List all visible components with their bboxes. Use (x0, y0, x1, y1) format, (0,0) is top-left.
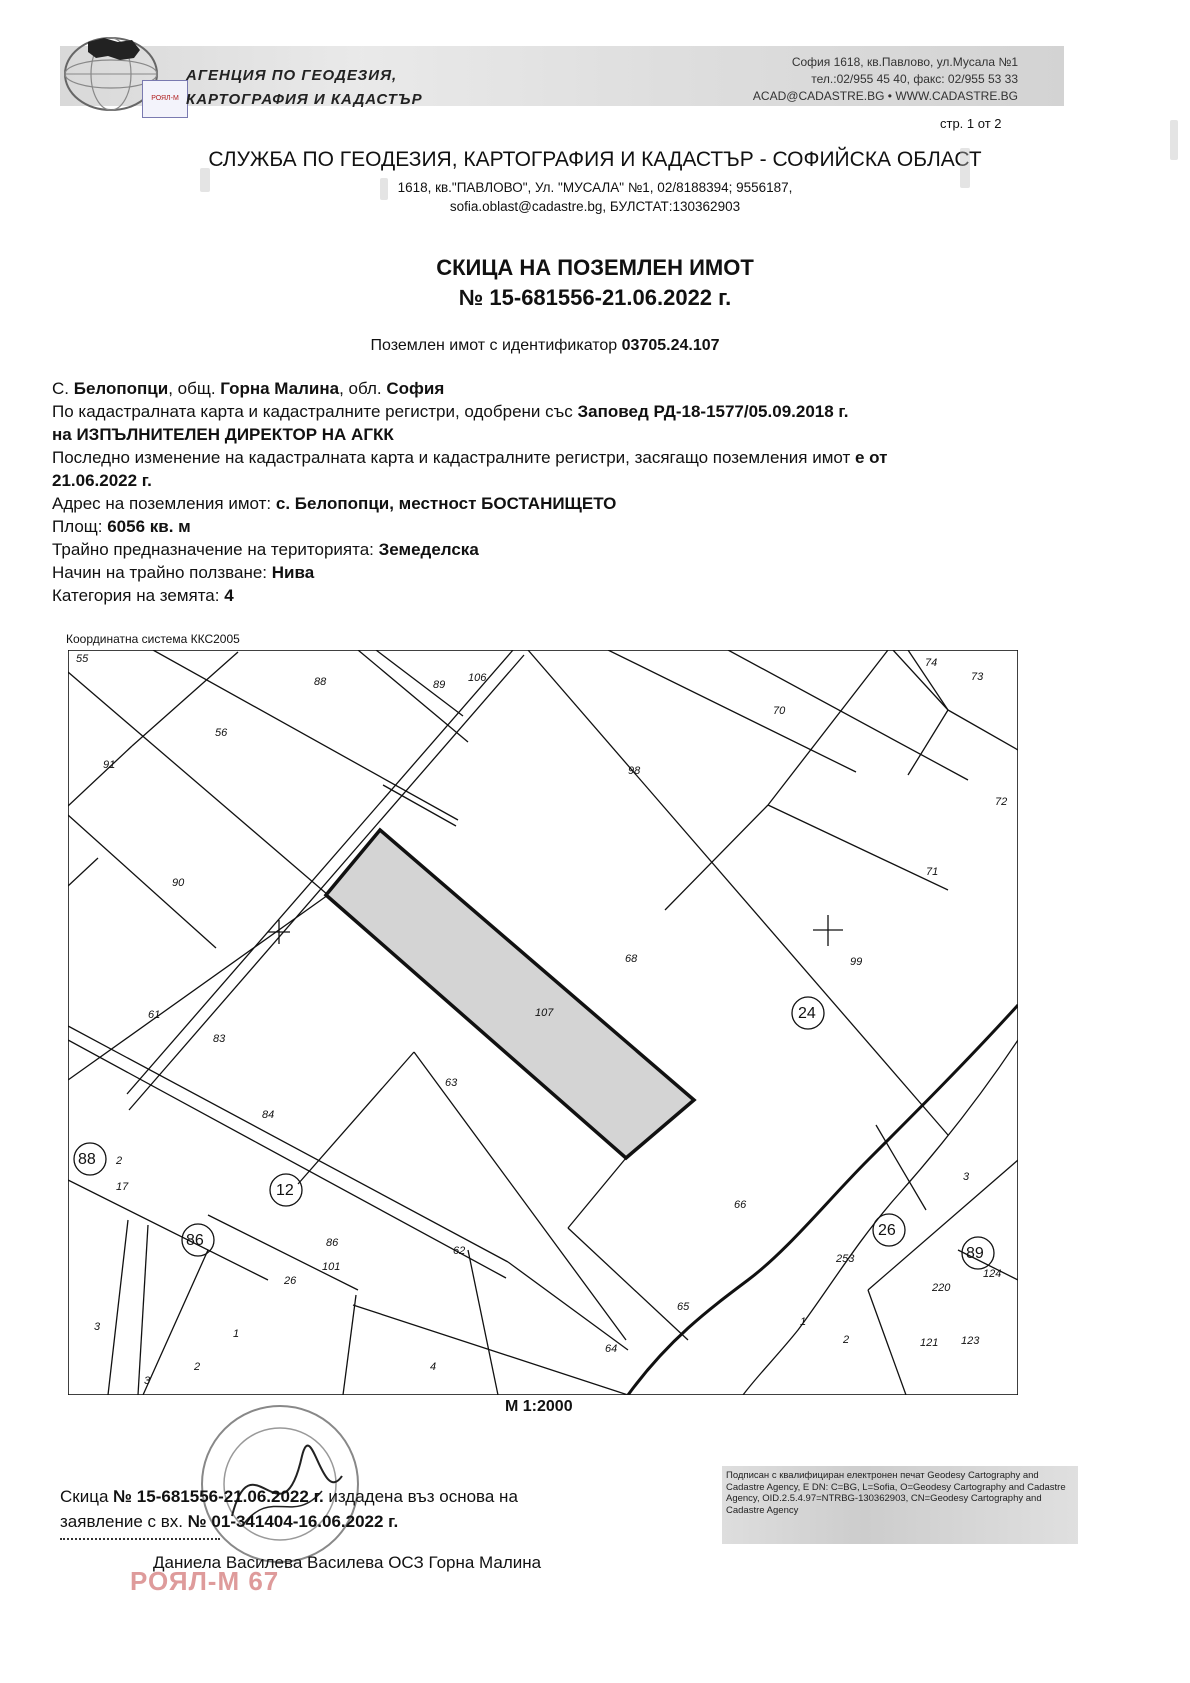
approval-order: Заповед РД-18-1577/05.09.2018 г. (577, 402, 849, 421)
scan-mark (960, 148, 970, 188)
contact-address: София 1618, кв.Павлово, ул.Мусала №1 (791, 55, 1018, 69)
application-number: № 01-341404-16.06.2022 г. (187, 1512, 399, 1531)
agency-contact (748, 54, 1018, 105)
parcel-label: 84 (262, 1109, 275, 1121)
parcel-label: 17 (116, 1181, 129, 1193)
last-change-date: 21.06.2022 г. (52, 471, 152, 490)
parcel-label: 68 (625, 953, 638, 965)
parcel-label: 3 (94, 1321, 101, 1333)
parcel-label: 106 (468, 672, 487, 684)
last-change-text: Последно изменение на кадастралната карта и кадастралните регистри, засягащо поземления имот (52, 448, 851, 467)
parcel-label: 90 (172, 877, 185, 889)
document-title (0, 253, 1190, 313)
parcel-label: 12 (276, 1182, 294, 1199)
parcel-label: 61 (148, 1009, 161, 1021)
parcel-label: 91 (103, 759, 116, 771)
parcel-label: 4 (430, 1361, 437, 1373)
category-value: 4 (224, 586, 234, 605)
usage-label: Начин на трайно ползване: (52, 563, 272, 582)
map-scale: М 1:2000 (505, 1398, 573, 1415)
issuance-number: № 15-681556-21.06.2022 г. (113, 1487, 324, 1506)
area-label: Площ: (52, 517, 108, 536)
village: Белопопци (73, 379, 169, 398)
cadastral-map (68, 650, 1018, 1395)
parcel-label: 89 (433, 679, 446, 691)
municipality-label: , общ. (168, 379, 221, 398)
parcel-label: 73 (971, 671, 984, 683)
parcel-identifier (0, 337, 1090, 355)
parcel-label: 220 (932, 1282, 951, 1294)
parcel-label: 71 (926, 866, 939, 878)
parcel-label: 2 (194, 1361, 201, 1373)
agency-name-line2: КАРТОГРАФИЯ И КАДАСТЪР (186, 91, 423, 108)
service-address (0, 178, 1190, 216)
parcel-label: 107 (535, 1007, 554, 1019)
parcel-label: 88 (78, 1151, 96, 1168)
scan-mark (380, 178, 388, 200)
scan-mark (200, 168, 210, 192)
footer-issuance (60, 1484, 518, 1534)
service-name: СЛУЖБА ПО ГЕОДЕЗИЯ, КАРТОГРАФИЯ И КАДАСТЪР - СОФИЙСКА ОБЛАСТ (208, 148, 982, 171)
signature-line (60, 1538, 220, 1540)
parcel-label: 26 (878, 1222, 896, 1239)
parcel-label: 62 (453, 1245, 466, 1257)
approval-by: на ИЗПЪЛНИТЕЛЕН ДИРЕКТОР НА АГКК (52, 425, 394, 444)
identifier-value: 03705.24.107 (621, 337, 720, 354)
approval-line (52, 400, 1042, 423)
parcel-label: 3 (963, 1171, 970, 1183)
identifier-label: Поземлен имот с идентификатор (370, 337, 622, 354)
region: София (386, 379, 445, 398)
approval-text: По кадастралната карта и кадастралните регистри, одобрени със (52, 402, 578, 421)
parcel-label: 83 (213, 1033, 226, 1045)
issuance-prefix: Скица (60, 1487, 114, 1506)
area-line (52, 515, 1042, 538)
parcel-label: 1 (800, 1316, 807, 1328)
parcel-label: 63 (445, 1077, 458, 1089)
parcel-label: 124 (983, 1268, 1002, 1280)
parcel-label: 1 (233, 1328, 240, 1340)
category-line (52, 584, 1042, 607)
badge-logo: РОЯЛ-М (142, 80, 188, 118)
document-title-text: СКИЦА НА ПОЗЕМЛЕН ИМОТ (436, 255, 754, 280)
category-label: Категория на земята: (52, 586, 225, 605)
parcel-label: 2 (116, 1155, 123, 1167)
parcel-label: 2 (843, 1334, 850, 1346)
issuance-line1 (60, 1484, 518, 1509)
contact-web: ACAD@CADASTRE.BG • WWW.CADASTRE.BG (752, 89, 1018, 103)
last-change-line (52, 446, 1042, 469)
page-number: стр. 1 от 2 (940, 116, 1002, 131)
parcel-label: 65 (677, 1301, 690, 1313)
address-line (52, 492, 1042, 515)
parcel-label: 72 (995, 796, 1008, 808)
parcel-label: 56 (215, 727, 228, 739)
parcel-label: 253 (836, 1253, 855, 1265)
coordinate-system-label: Координатна система ККС2005 (66, 632, 240, 646)
region-label: , обл. (339, 379, 387, 398)
parcel-label: 66 (734, 1199, 747, 1211)
parcel-label: 123 (961, 1335, 980, 1347)
parcel-label: 86 (326, 1237, 339, 1249)
address-label: Адрес на поземления имот: (52, 494, 276, 513)
parcel-label: 99 (850, 956, 863, 968)
parcel-label: 86 (186, 1232, 204, 1249)
contact-phone: тел.:02/955 45 40, факс: 02/955 53 33 (811, 72, 1018, 86)
parcel-label: 74 (925, 657, 938, 669)
purpose-label: Трайно предназначение на територията: (52, 540, 379, 559)
location-line (52, 377, 1042, 400)
application-prefix: заявление с вх. (60, 1512, 188, 1531)
parcel-label: 26 (284, 1275, 297, 1287)
usage-line (52, 561, 1042, 584)
address-value: с. Белопопци, местност БОСТАНИЩЕТО (275, 494, 617, 513)
parcel-label: 88 (314, 676, 327, 688)
parcel-label: 55 (76, 653, 89, 665)
parcel-label: 89 (966, 1245, 984, 1262)
issuance-suffix: издадена въз основа на (323, 1487, 518, 1506)
parcel-info (52, 377, 1042, 607)
signer-name: Даниела Василева Василева ОСЗ Горна Малина (153, 1553, 542, 1572)
service-address-line2: sofia.oblast@cadastre.bg, БУЛСТАТ:130362903 (449, 199, 741, 214)
service-address-line1: 1618, кв."ПАВЛОВО", Ул. "МУСАЛА" №1, 02/8188394; 9556187, (397, 180, 793, 195)
parcel-label: 121 (920, 1337, 939, 1349)
purpose-value: Земеделска (378, 540, 479, 559)
parcel-label: 24 (798, 1005, 816, 1022)
parcel-label: 3 (144, 1375, 151, 1387)
watermark: РОЯЛ-М 67 (130, 1566, 280, 1596)
purpose-line (52, 538, 1042, 561)
agency-name (186, 64, 423, 112)
parcel-label: 101 (322, 1261, 341, 1273)
issuance-line2 (60, 1509, 518, 1534)
parcel-label: 98 (628, 765, 641, 777)
municipality: Горна Малина (220, 379, 340, 398)
parcel-label: 64 (605, 1343, 618, 1355)
usage-value: Нива (271, 563, 315, 582)
scan-mark (1170, 120, 1178, 160)
village-prefix: С. (52, 379, 74, 398)
last-change-suffix: е от (850, 448, 888, 467)
parcel-label: 70 (773, 705, 786, 717)
electronic-signature: Подписан с квалифициран електронен печат Geodesy Cartography and Cadastre Agency, E DN: C=BG, L=Sofia, O=Geodesy Cartography and Cadastre Agency, OID.2.5.4.97=NTRBG-130362903, CN=Geodesy Cartography and Cadastre Agency (726, 1470, 1066, 1516)
document-number: № 15-681556-21.06.2022 г. (458, 285, 732, 310)
area-value: 6056 кв. м (107, 517, 191, 536)
official-stamp (172, 1396, 382, 1566)
agency-name-line1: АГЕНЦИЯ ПО ГЕОДЕЗИЯ, (186, 67, 398, 84)
